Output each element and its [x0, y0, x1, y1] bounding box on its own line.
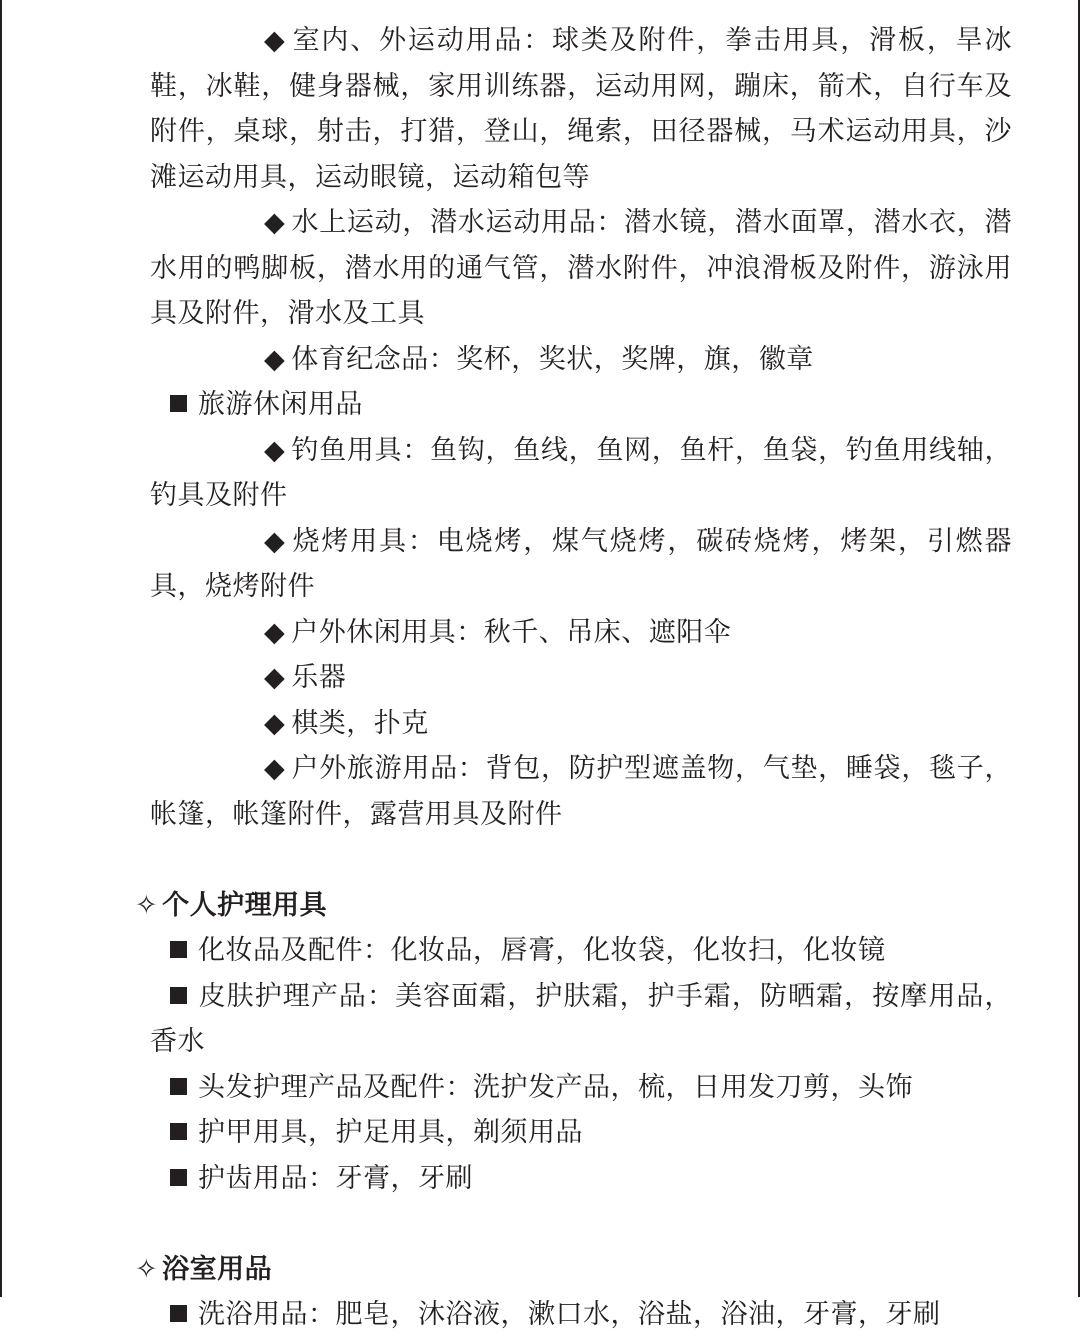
- square-bullet-icon: [170, 987, 187, 1004]
- item-indoor-outdoor-sports: ◆ 室内、外运动用品：球类及附件，拳击用具，滑板，旱冰鞋，冰鞋，健身器械，家用训练器，运动用网，蹦床，箭术，自行车及附件，桌球，射击，打猎，登山，绳索，田径器械，马术运动用具，沙滩运动用具，运动眼镜，运动箱包等: [150, 18, 1012, 200]
- subheading-leisure: 旅游休闲用品: [150, 382, 1012, 428]
- item-chess-poker: ◆ 棋类，扑克: [150, 701, 1012, 747]
- document-content: [135, 18, 1012, 1338]
- diamond-bullet-icon: ◆: [264, 343, 286, 375]
- diamond-bullet-icon: ◆: [264, 25, 286, 56]
- item-cosmetics: 化妆品及配件：化妆品，唇膏，化妆袋，化妆扫，化妆镜: [150, 928, 1012, 974]
- diamond-bullet-icon: ◆: [264, 207, 286, 238]
- square-bullet-icon: [170, 1123, 187, 1140]
- square-bullet-icon: [170, 1169, 187, 1186]
- spacer: [150, 837, 1012, 883]
- diamond-bullet-icon: ◆: [264, 662, 286, 693]
- item-dental-care: 护齿用品：牙膏，牙刷: [150, 1156, 1012, 1202]
- spacer: [150, 1201, 1012, 1247]
- diamond-bullet-icon: ◆: [264, 525, 286, 557]
- item-skin-care: 皮肤护理产品：美容面霜，护肤霜，护手霜，防晒霜，按摩用品，香水: [150, 980, 1012, 1057]
- item-outdoor-leisure: ◆ 户外休闲用具：秋千、吊床、遮阳伞: [150, 610, 1012, 656]
- diamond-bullet-icon: ◆: [264, 434, 286, 466]
- item-outdoor-travel: ◆ 户外旅游用品：背包，防护型遮盖物，气垫，睡袋，毯子，帐篷，帐篷附件，露营用具及附件: [150, 746, 1012, 837]
- square-bullet-icon: [170, 941, 187, 958]
- square-bullet-icon: [170, 1078, 187, 1095]
- item-hair-care: 头发护理产品及配件：洗护发产品，梳，日用发刀剪，头饰: [150, 1065, 1012, 1111]
- item-fishing: ◆ 钓鱼用具：鱼钩，鱼线，鱼网，鱼杆，鱼袋，钓鱼用线轴，钓具及附件: [150, 428, 1012, 519]
- section-heading-bathroom: ✧ 浴室用品: [135, 1247, 1012, 1293]
- item-water-sports: ◆ 水上运动，潜水运动用品：潜水镜，潜水面罩，潜水衣，潜水用的鸭脚板，潜水用的通气管，潜水附件，冲浪滑板及附件，游泳用具及附件，滑水及工具: [150, 200, 1012, 337]
- diamond-bullet-icon: ◆: [264, 707, 286, 739]
- item-sports-souvenirs: ◆ 体育纪念品：奖杯，奖状，奖牌，旗，徽章: [150, 337, 1012, 383]
- diamond-bullet-icon: ◆: [264, 753, 286, 784]
- section-heading-personal-care: ✧ 个人护理用具: [135, 883, 1012, 929]
- item-instruments: ◆ 乐器: [150, 655, 1012, 701]
- item-bbq: ◆ 烧烤用具：电烧烤，煤气烧烤，碳砖烧烤，烤架，引燃器具，烧烤附件: [150, 519, 1012, 610]
- diamond-bullet-icon: ◆: [264, 616, 286, 648]
- square-bullet-icon: [170, 1305, 187, 1322]
- item-bath-products: 洗浴用品：肥皂，沐浴液，漱口水，浴盐，浴油，牙膏，牙刷: [150, 1292, 1012, 1338]
- open-diamond-bullet-icon: ✧: [135, 889, 159, 921]
- item-nail-foot-shaving: 护甲用具，护足用具，剃须用品: [150, 1110, 1012, 1156]
- square-bullet-icon: [170, 395, 187, 412]
- open-diamond-bullet-icon: ✧: [135, 1253, 159, 1285]
